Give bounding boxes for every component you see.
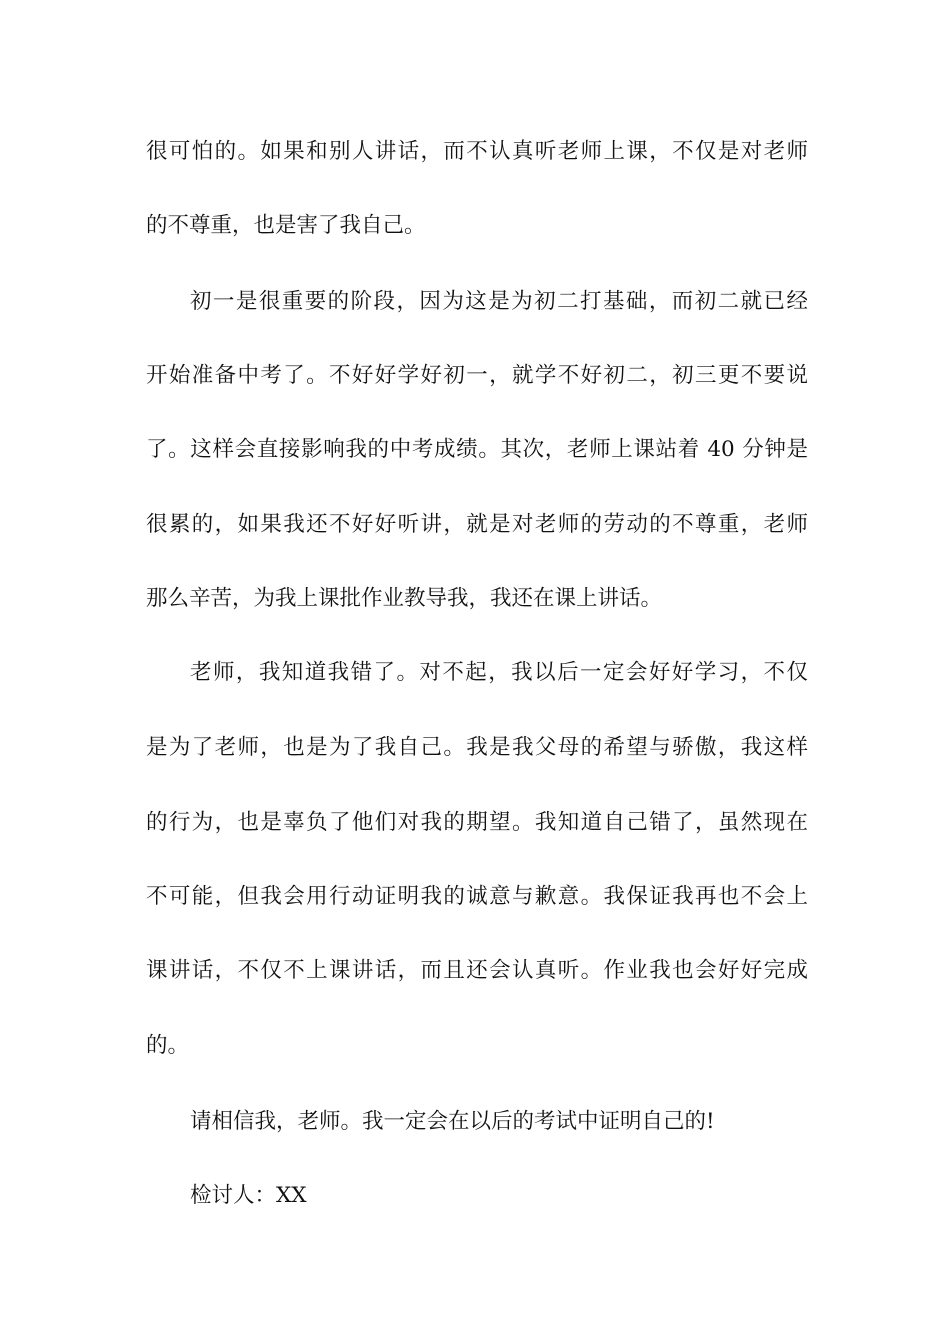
text-line: 那么辛苦，为我上课批作业教导我，我还在课上讲话。 (146, 586, 663, 611)
text-line: 很累的，如果我还不好好听讲，就是对老师的劳动的不尊重，老师 (146, 512, 808, 537)
text-line: 课讲话，不仅不上课讲话，而且还会认真听。作业我也会好好完成 (146, 958, 808, 983)
text-line: 了。这样会直接影响我的中考成绩。其次，老师上课站着 40 分钟是 (146, 437, 808, 462)
text-line: 不可能，但我会用行动证明我的诚意与歉意。我保证我再也不会上 (146, 884, 808, 909)
text-line: 的行为，也是辜负了他们对我的期望。我知道自己错了，虽然现在 (146, 810, 808, 835)
text-line: 老师，我知道我错了。对不起，我以后一定会好好学习，不仅 (190, 660, 808, 685)
signature-line: 检讨人：XX (190, 1183, 307, 1208)
text-line: 开始准备中考了。不好好学好初一，就学不好初二，初三更不要说 (146, 363, 808, 388)
text-line: 的。 (146, 1033, 190, 1058)
text-line: 是为了老师，也是为了我自己。我是我父母的希望与骄傲，我这样 (146, 735, 808, 760)
text-line: 很可怕的。如果和别人讲话，而不认真听老师上课，不仅是对老师 (146, 139, 808, 164)
text-line: 的不尊重，也是害了我自己。 (146, 213, 426, 238)
text-line: 请相信我，老师。我一定会在以后的考试中证明自己的! (190, 1109, 715, 1134)
text-line: 初一是很重要的阶段，因为这是为初二打基础，而初二就已经 (190, 289, 808, 314)
